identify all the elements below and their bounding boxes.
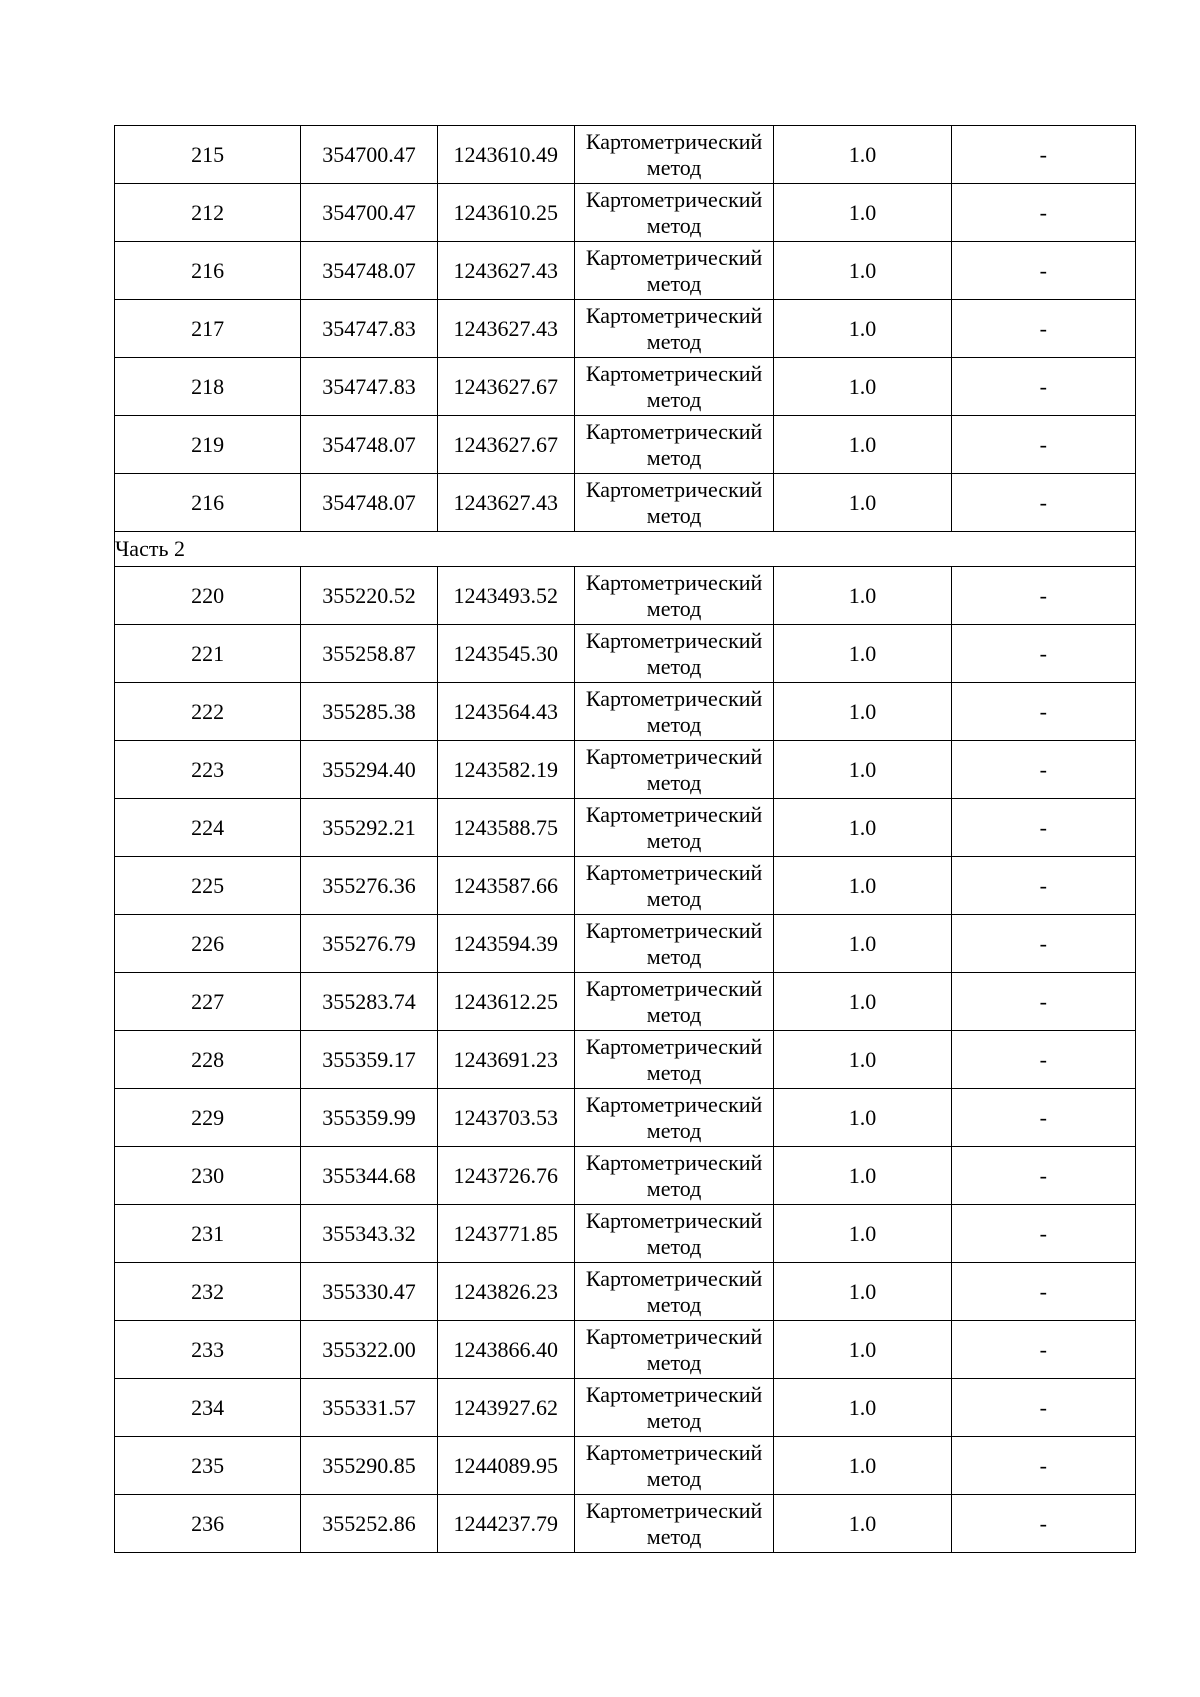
point-number-cell: 212 [115,184,301,242]
accuracy-cell: 1.0 [774,358,951,416]
x-coordinate-cell: 355276.36 [301,857,437,915]
x-coordinate-cell: 355344.68 [301,1147,437,1205]
table-row [115,1205,1136,1263]
description-cell: - [951,915,1135,973]
table-row [115,741,1136,799]
table-body-part-2 [115,567,1136,1553]
description-cell: - [951,625,1135,683]
method-cell: Картометрический метод [574,567,773,625]
method-cell: Картометрический метод [574,300,773,358]
accuracy-cell: 1.0 [774,1379,951,1437]
method-cell: Картометрический метод [574,857,773,915]
y-coordinate-cell: 1243610.49 [437,126,574,184]
point-number-cell: 236 [115,1495,301,1553]
accuracy-cell: 1.0 [774,1089,951,1147]
y-coordinate-cell: 1243588.75 [437,799,574,857]
point-number-cell: 232 [115,1263,301,1321]
point-number-cell: 220 [115,567,301,625]
y-coordinate-cell: 1243927.62 [437,1379,574,1437]
x-coordinate-cell: 355220.52 [301,567,437,625]
point-number-cell: 223 [115,741,301,799]
point-number-cell: 215 [115,126,301,184]
y-coordinate-cell: 1243612.25 [437,973,574,1031]
table-row [115,242,1136,300]
y-coordinate-cell: 1243627.43 [437,242,574,300]
accuracy-cell: 1.0 [774,1147,951,1205]
point-number-cell: 233 [115,1321,301,1379]
table-row [115,358,1136,416]
table-row [115,1495,1136,1553]
point-number-cell: 216 [115,242,301,300]
description-cell: - [951,683,1135,741]
table-row [115,1321,1136,1379]
table-row [115,1437,1136,1495]
y-coordinate-cell: 1244237.79 [437,1495,574,1553]
y-coordinate-cell: 1243627.67 [437,358,574,416]
accuracy-cell: 1.0 [774,1205,951,1263]
accuracy-cell: 1.0 [774,242,951,300]
method-cell: Картометрический метод [574,625,773,683]
description-cell: - [951,126,1135,184]
accuracy-cell: 1.0 [774,1495,951,1553]
point-number-cell: 221 [115,625,301,683]
point-number-cell: 235 [115,1437,301,1495]
description-cell: - [951,741,1135,799]
description-cell: - [951,242,1135,300]
point-number-cell: 228 [115,1031,301,1089]
table-row [115,184,1136,242]
x-coordinate-cell: 355294.40 [301,741,437,799]
table-row [115,973,1136,1031]
description-cell: - [951,416,1135,474]
y-coordinate-cell: 1243627.43 [437,474,574,532]
x-coordinate-cell: 355359.17 [301,1031,437,1089]
method-cell: Картометрический метод [574,1089,773,1147]
point-number-cell: 222 [115,683,301,741]
point-number-cell: 225 [115,857,301,915]
description-cell: - [951,1089,1135,1147]
method-cell: Картометрический метод [574,1437,773,1495]
x-coordinate-cell: 355330.47 [301,1263,437,1321]
table-row [115,1147,1136,1205]
method-cell: Картометрический метод [574,416,773,474]
y-coordinate-cell: 1243866.40 [437,1321,574,1379]
table-row [115,1089,1136,1147]
method-cell: Картометрический метод [574,1263,773,1321]
x-coordinate-cell: 355292.21 [301,799,437,857]
x-coordinate-cell: 354700.47 [301,184,437,242]
description-cell: - [951,1437,1135,1495]
x-coordinate-cell: 354748.07 [301,474,437,532]
table-row [115,300,1136,358]
method-cell: Картометрический метод [574,1379,773,1437]
x-coordinate-cell: 354747.83 [301,300,437,358]
description-cell: - [951,1147,1135,1205]
accuracy-cell: 1.0 [774,126,951,184]
x-coordinate-cell: 354748.07 [301,416,437,474]
x-coordinate-cell: 354747.83 [301,358,437,416]
accuracy-cell: 1.0 [774,567,951,625]
section-row [115,532,1136,567]
x-coordinate-cell: 354700.47 [301,126,437,184]
table-row [115,416,1136,474]
accuracy-cell: 1.0 [774,300,951,358]
x-coordinate-cell: 355285.38 [301,683,437,741]
description-cell: - [951,300,1135,358]
accuracy-cell: 1.0 [774,1437,951,1495]
method-cell: Картометрический метод [574,915,773,973]
y-coordinate-cell: 1243610.25 [437,184,574,242]
point-number-cell: 234 [115,1379,301,1437]
x-coordinate-cell: 355290.85 [301,1437,437,1495]
method-cell: Картометрический метод [574,741,773,799]
point-number-cell: 218 [115,358,301,416]
y-coordinate-cell: 1243627.43 [437,300,574,358]
accuracy-cell: 1.0 [774,741,951,799]
point-number-cell: 227 [115,973,301,1031]
accuracy-cell: 1.0 [774,857,951,915]
accuracy-cell: 1.0 [774,799,951,857]
x-coordinate-cell: 355331.57 [301,1379,437,1437]
table-body-section [115,532,1136,567]
method-cell: Картометрический метод [574,683,773,741]
description-cell: - [951,1321,1135,1379]
y-coordinate-cell: 1243691.23 [437,1031,574,1089]
accuracy-cell: 1.0 [774,915,951,973]
x-coordinate-cell: 355322.00 [301,1321,437,1379]
method-cell: Картометрический метод [574,126,773,184]
method-cell: Картометрический метод [574,1321,773,1379]
description-cell: - [951,1031,1135,1089]
method-cell: Картометрический метод [574,358,773,416]
y-coordinate-cell: 1243703.53 [437,1089,574,1147]
y-coordinate-cell: 1243493.52 [437,567,574,625]
table-row [115,1263,1136,1321]
x-coordinate-cell: 355252.86 [301,1495,437,1553]
method-cell: Картометрический метод [574,973,773,1031]
description-cell: - [951,1205,1135,1263]
table-row [115,857,1136,915]
y-coordinate-cell: 1243545.30 [437,625,574,683]
accuracy-cell: 1.0 [774,1321,951,1379]
y-coordinate-cell: 1243771.85 [437,1205,574,1263]
x-coordinate-cell: 355283.74 [301,973,437,1031]
y-coordinate-cell: 1243627.67 [437,416,574,474]
method-cell: Картометрический метод [574,1205,773,1263]
table-row [115,625,1136,683]
table-row [115,1379,1136,1437]
point-number-cell: 224 [115,799,301,857]
y-coordinate-cell: 1243826.23 [437,1263,574,1321]
method-cell: Картометрический метод [574,184,773,242]
x-coordinate-cell: 355258.87 [301,625,437,683]
accuracy-cell: 1.0 [774,1031,951,1089]
y-coordinate-cell: 1243564.43 [437,683,574,741]
y-coordinate-cell: 1243726.76 [437,1147,574,1205]
coordinates-table [114,125,1136,1553]
point-number-cell: 216 [115,474,301,532]
table-row [115,1031,1136,1089]
accuracy-cell: 1.0 [774,416,951,474]
description-cell: - [951,857,1135,915]
y-coordinate-cell: 1243587.66 [437,857,574,915]
point-number-cell: 230 [115,1147,301,1205]
accuracy-cell: 1.0 [774,973,951,1031]
description-cell: - [951,358,1135,416]
method-cell: Картометрический метод [574,1147,773,1205]
accuracy-cell: 1.0 [774,683,951,741]
table-row [115,567,1136,625]
y-coordinate-cell: 1243582.19 [437,741,574,799]
method-cell: Картометрический метод [574,1031,773,1089]
accuracy-cell: 1.0 [774,625,951,683]
method-cell: Картометрический метод [574,1495,773,1553]
table-row [115,474,1136,532]
point-number-cell: 219 [115,416,301,474]
y-coordinate-cell: 1244089.95 [437,1437,574,1495]
x-coordinate-cell: 354748.07 [301,242,437,300]
point-number-cell: 229 [115,1089,301,1147]
x-coordinate-cell: 355359.99 [301,1089,437,1147]
table-row [115,799,1136,857]
point-number-cell: 217 [115,300,301,358]
table-row [115,683,1136,741]
method-cell: Картометрический метод [574,474,773,532]
table-body-part-1 [115,126,1136,532]
description-cell: - [951,973,1135,1031]
description-cell: - [951,1379,1135,1437]
x-coordinate-cell: 355343.32 [301,1205,437,1263]
method-cell: Картометрический метод [574,242,773,300]
accuracy-cell: 1.0 [774,184,951,242]
method-cell: Картометрический метод [574,799,773,857]
description-cell: - [951,567,1135,625]
accuracy-cell: 1.0 [774,474,951,532]
description-cell: - [951,184,1135,242]
description-cell: - [951,474,1135,532]
table-row [115,126,1136,184]
y-coordinate-cell: 1243594.39 [437,915,574,973]
accuracy-cell: 1.0 [774,1263,951,1321]
point-number-cell: 226 [115,915,301,973]
section-label: Часть 2 [115,532,1136,567]
description-cell: - [951,799,1135,857]
description-cell: - [951,1263,1135,1321]
x-coordinate-cell: 355276.79 [301,915,437,973]
table-row [115,915,1136,973]
description-cell: - [951,1495,1135,1553]
point-number-cell: 231 [115,1205,301,1263]
